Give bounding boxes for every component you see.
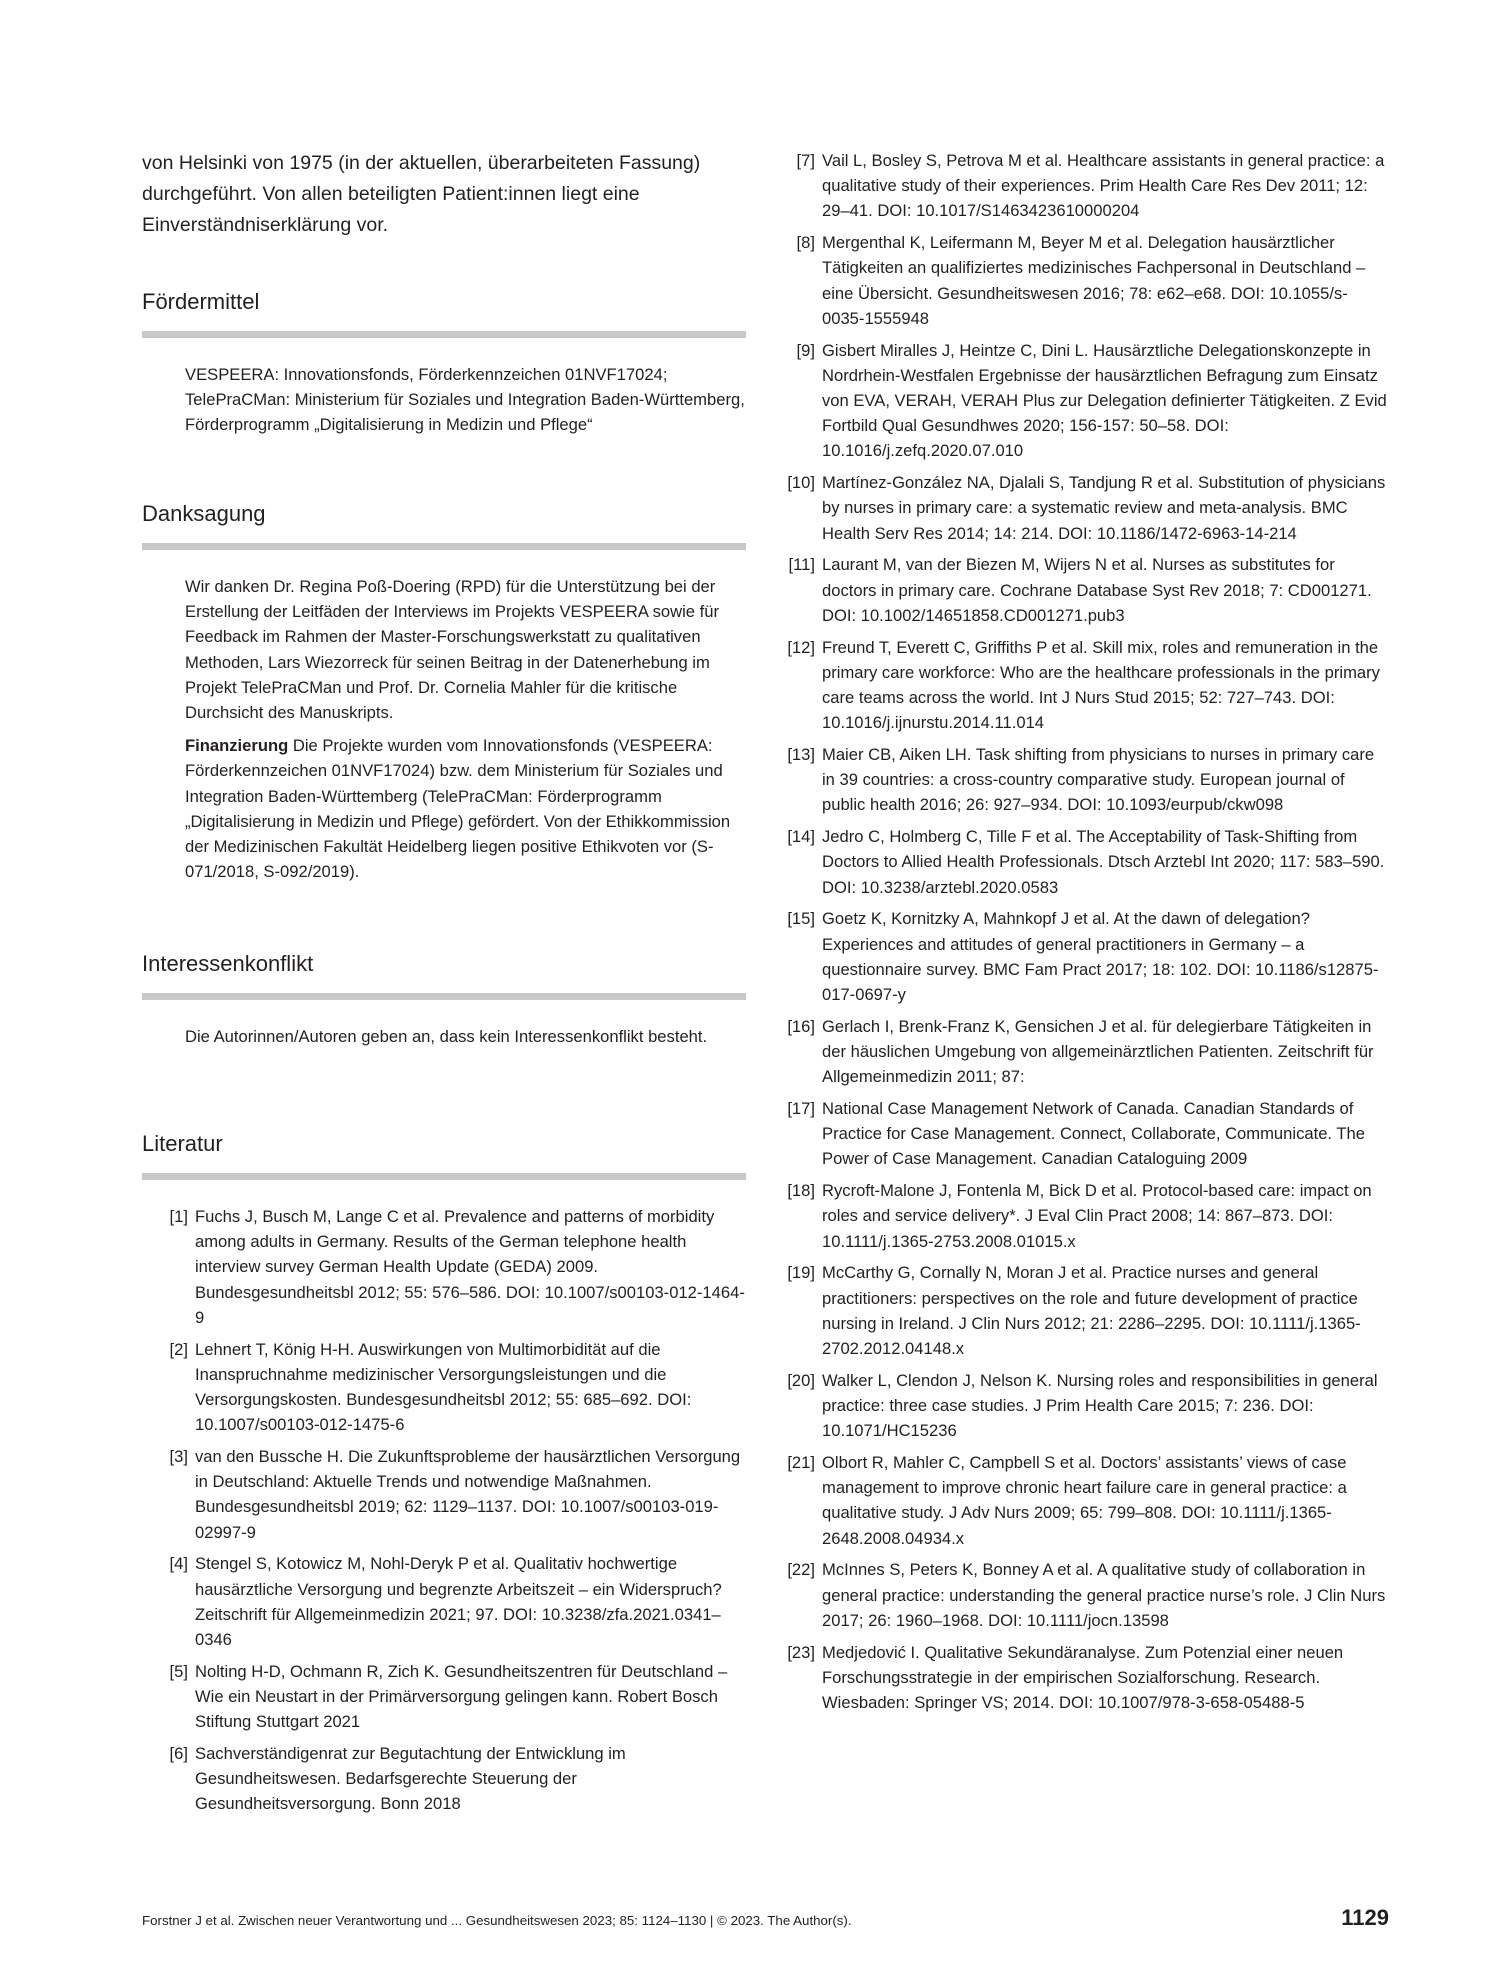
reference-item xyxy=(152,1659,746,1735)
reference-item xyxy=(779,1368,1389,1444)
reference-text: Maier CB, Aiken LH. Task shifting from physicians to nurses in primary care in 39 countries: a cross-country comparative study. European journal of public health 2016; 26: 927–934. DOI: 10.1093/eurpub/ckw098 xyxy=(822,745,1375,815)
reference-number: [2] xyxy=(169,1339,188,1359)
reference-text: Rycroft-Malone J, Fontenla M, Bick D et al. Protocol-based care: impact on roles and service delivery*. J Eval Clin Pract 2008; 14: 867–873. DOI: 10.1111/j.1365-2753.2008.01015.x xyxy=(822,1181,1372,1251)
reference-text: Vail L, Bosley S, Petrova M et al. Healthcare assistants in general practice: a qualitative study of their experiences. Prim Health Care Res Dev 2011; 12: 29–41. DOI: 10.1017/S1463423610000204 xyxy=(822,151,1385,221)
section-foerdermittel xyxy=(142,288,746,446)
reference-text: Olbort R, Mahler C, Campbell S et al. Doctors’ assistants’ views of case management to improve chronic heart failure care in general practice: a qualitative study. J Adv Nurs 2009; 65: 799–808. DOI: 10.1111/j.1365-2648.2008.04934.x xyxy=(822,1453,1347,1548)
reference-item xyxy=(779,1450,1389,1551)
reference-text: Goetz K, Kornitzky A, Mahnkopf J et al. At the dawn of delegation? Experiences and attitudes of general practitioners in Germany – a questionnaire survey. BMC Fam Pract 2017; 18: 102. DOI: 10.1186/s12875-017-0697-y xyxy=(822,909,1379,1005)
reference-text: Jedro C, Holmberg C, Tille F et al. The Acceptability of Task-Shifting from Doctors to Allied Health Professionals. Dtsch Arztebl Int 2020; 117: 583–590. DOI: 10.3238/arztebl.2020.0583 xyxy=(822,827,1385,897)
reference-item xyxy=(779,1260,1389,1361)
reference-item xyxy=(779,1640,1389,1716)
reference-number: [13] xyxy=(787,745,815,765)
reference-text: Gisbert Miralles J, Heintze C, Dini L. Hausärztliche Delegationskonzepte in Nordrhein-Westfalen Ergebnisse der hausärztlichen Befragung zum Einsatz von EVA, VERAH, VERAH Plus zur Delegation definierter Tätigkeiten. Z Evid Fortbild Qual Gesundhwes 2020; 156-157: 50–58. DOI: 10.1016/j.zefq.2020.07.010 xyxy=(822,340,1387,461)
reference-number: [19] xyxy=(787,1263,815,1283)
reference-text: McCarthy G, Cornally N, Moran J et al. Practice nurses and general practitioners: perspectives on the role and future development of practice nursing in Ireland. J Clin Nurs 2012; 21: 2286–2295. DOI: 10.1111/j.1365-2702.2012.04148.x xyxy=(822,1263,1361,1359)
footer-citation: Forstner J et al. Zwischen neuer Verantwortung und ... Gesundheitswesen 2023; 85: 1124–1130 | © 2023. The Author(s). xyxy=(142,1913,852,1928)
reference-text: Walker L, Clendon J, Nelson K. Nursing roles and responsibilities in general practice: three case studies. J Prim Health Care 2015; 7: 236. DOI: 10.1071/HC15236 xyxy=(822,1370,1378,1441)
reference-number: [12] xyxy=(787,637,815,657)
reference-number: [5] xyxy=(169,1661,188,1681)
reference-item xyxy=(779,230,1389,331)
section-body-text: Wir danken Dr. Regina Poß-Doering (RPD) für die Unterstützung bei der Erstellung der Leitfäden der Interviews im Projekts VESPEERA sowie für Feedback im Rahmen der Master-Forschungswerkstatt zu qualitativen Methoden, Lars Wiezorreck für seinen Beitrag in der Datenerhebung im Projekt TelePraCMan und Prof. Dr. Cornelia Mahler für die kritische Durchsicht des Manuskripts. xyxy=(185,577,720,723)
reference-text: Lehnert T, König H-H. Auswirkungen von Multimorbidität auf die Inanspruchnahme medizinischer Versorgungsleistungen und die Versorgungskosten. Bundesgesundheitsbl 2012; 55: 685–692. DOI: 10.1007/s00103-012-1475-6 xyxy=(195,1339,692,1435)
reference-text: Stengel S, Kotowicz M, Nohl-Deryk P et al. Qualitativ hochwertige hausärztliche Versorgung und begrenzte Arbeitszeit – ein Widerspruch? Zeitschrift für Allgemeinmedizin 2021; 97. DOI: 10.3238/zfa.2021.0341–0346 xyxy=(195,1554,722,1650)
reference-item xyxy=(152,1551,746,1652)
section-heading: Literatur xyxy=(142,1130,746,1180)
reference-text: Martínez-González NA, Djalali S, Tandjung R et al. Substitution of physicians by nurses in primary care: a systematic review and meta-analysis. BMC Health Serv Res 2014; 14: 214. DOI: 10.1186/1472-6963-14-214 xyxy=(822,473,1386,543)
reference-number: [14] xyxy=(787,827,815,847)
section-literatur xyxy=(142,1130,746,1823)
reference-number: [4] xyxy=(169,1554,188,1574)
reference-item xyxy=(152,1337,746,1438)
reference-item xyxy=(152,1741,746,1817)
left-column xyxy=(142,148,746,1814)
reference-text: Medjedović I. Qualitative Sekundäranalyse. Zum Potenzial einer neuen Forschungsstrategie in der empirischen Sozialforschung. Research. Wiesbaden: Springer VS; 2014. DOI: 10.1007/978-3-658-05488-5 xyxy=(822,1642,1344,1713)
reference-number: [1] xyxy=(169,1207,188,1226)
reference-item xyxy=(152,1444,746,1545)
reference-number: [23] xyxy=(787,1642,815,1662)
reference-item xyxy=(779,742,1389,818)
reference-item xyxy=(779,1557,1389,1633)
reference-text: Nolting H-D, Ochmann R, Zich K. Gesundheitszentren für Deutschland – Wie ein Neustart in der Primärversorgung gelingen kann. Robert Bosch Stiftung Stuttgart 2021 xyxy=(195,1661,728,1732)
reference-item xyxy=(152,1204,746,1330)
reference-list-right xyxy=(779,148,1389,1715)
section-danksagung xyxy=(142,500,746,892)
reference-text: National Case Management Network of Canada. Canadian Standards of Practice for Case Management. Connect, Collaborate, Communicate. The Power of Case Management. Canadian Cataloguing 2009 xyxy=(822,1099,1365,1169)
section-heading: Fördermittel xyxy=(142,288,746,338)
reference-text: Sachverständigenrat zur Begutachtung der Entwicklung im Gesundheitswesen. Bedarfsgerechte Steuerung der Gesundheitsversorgung. Bonn 2018 xyxy=(195,1744,626,1814)
reference-item xyxy=(779,1014,1389,1090)
reference-text: Fuchs J, Busch M, Lange C et al. Prevalence and patterns of morbidity among adults in Germany. Results of the German telephone health interview survey German Health Update (GEDA) 2009. Bundesgesundheitsbl 2012; 55: 576–586. DOI: 10.1007/s00103-012-1464-9 xyxy=(195,1207,745,1327)
reference-number: [3] xyxy=(169,1447,188,1467)
reference-number: [21] xyxy=(787,1453,815,1473)
reference-number: [7] xyxy=(796,151,815,170)
reference-text: Gerlach I, Brenk-Franz K, Gensichen J et al. für delegierbare Tätigkeiten in der häuslichen Umgebung von allgemeinärztlichen Patienten. Zeitschrift für Allgemeinmedizin 2011; 87: xyxy=(822,1016,1374,1087)
reference-number: [17] xyxy=(787,1099,815,1119)
reference-number: [11] xyxy=(788,555,815,575)
reference-item xyxy=(779,1096,1389,1172)
reference-number: [8] xyxy=(796,233,815,253)
reference-number: [15] xyxy=(787,909,815,929)
reference-text: van den Bussche H. Die Zukunftsprobleme der hausärztlichen Versorgung in Deutschland: Aktuelle Trends und notwendige Maßnahmen. Bundesgesundheitsbl 2019; 62: 1129–1137. DOI: 10.1007/s00103-019-02997-9 xyxy=(195,1447,741,1542)
reference-number: [22] xyxy=(787,1560,815,1580)
reference-number: [16] xyxy=(787,1016,815,1036)
reference-list-left xyxy=(152,1204,746,1817)
reference-text: Mergenthal K, Leifermann M, Beyer M et al. Delegation hausärztlicher Tätigkeiten an qualifiziertes medizinisches Fachpersonal in Deutschland – eine Übersicht. Gesundheitswesen 2016; 78: e62–e68. DOI: 10.1055/s-0035-1555948 xyxy=(822,233,1366,328)
reference-text: Freund T, Everett C, Griffiths P et al. Skill mix, roles and remuneration in the primary care workforce: Who are the healthcare professionals in the primary care teams across the world. Int J Nurs Stud 2015; 52: 727–743. DOI: 10.1016/j.ijnurstu.2014.11.014 xyxy=(822,637,1380,733)
funding-paragraph xyxy=(185,733,746,884)
section-interessenkonflikt xyxy=(142,950,746,1057)
reference-text: Laurant M, van der Biezen M, Wijers N et al. Nurses as substitutes for doctors in primary care. Cochrane Database Syst Rev 2018; 7: CD001271. DOI: 10.1002/14651858.CD001271.pub3 xyxy=(822,555,1372,625)
section-body-text: Die Autorinnen/Autoren geben an, dass kein Interessenkonflikt besteht. xyxy=(185,1027,708,1046)
reference-item xyxy=(779,1178,1389,1254)
reference-item xyxy=(779,552,1389,628)
reference-item xyxy=(779,824,1389,900)
right-column xyxy=(779,148,1389,1722)
reference-item xyxy=(779,338,1389,464)
section-heading: Interessenkonflikt xyxy=(142,950,746,1000)
reference-item xyxy=(779,148,1389,224)
reference-number: [18] xyxy=(787,1181,815,1201)
reference-number: [9] xyxy=(796,340,815,360)
reference-number: [6] xyxy=(169,1744,188,1764)
reference-number: [10] xyxy=(787,473,815,493)
page-number: 1129 xyxy=(1341,1905,1389,1930)
reference-number: [20] xyxy=(787,1370,815,1390)
funding-text: Die Projekte wurden vom Innovationsfonds (VESPEERA: Förderkennzeichen 01NVF17024) bzw. dem Ministerium für Soziales und Integration Baden-Württemberg (TelePraCMan: Förderprogramm „Digitalisierung in Medizin und Pflege) gefördert. Von der Ethikkommission der Medizinischen Fakultät Heidelberg liegen positive Ethikvoten vor (S-071/2018, S-092/2019). xyxy=(185,736,731,882)
reference-item xyxy=(779,906,1389,1007)
intro-paragraph: von Helsinki von 1975 (in der aktuellen, überarbeiteten Fassung) durchgeführt. Von allen beteiligten Patient:innen liegt eine Einverständniserklärung vor. xyxy=(142,152,701,236)
section-heading: Danksagung xyxy=(142,500,746,550)
reference-item xyxy=(779,470,1389,546)
page-footer xyxy=(142,1905,1389,1935)
section-body-text: VESPEERA: Innovationsfonds, Förderkennzeichen 01NVF17024; TelePraCMan: Ministerium für Soziales und Integration Baden-Württemberg, Förderprogramm „Digitalisierung in Medizin und Pflege“ xyxy=(185,365,745,435)
reference-item xyxy=(779,635,1389,736)
reference-text: McInnes S, Peters K, Bonney A et al. A qualitative study of collaboration in general practice: understanding the general practice nurse’s role. J Clin Nurs 2017; 26: 1960–1968. DOI: 10.1111/jocn.13598 xyxy=(822,1560,1386,1630)
funding-label: Finanzierung xyxy=(185,736,289,756)
